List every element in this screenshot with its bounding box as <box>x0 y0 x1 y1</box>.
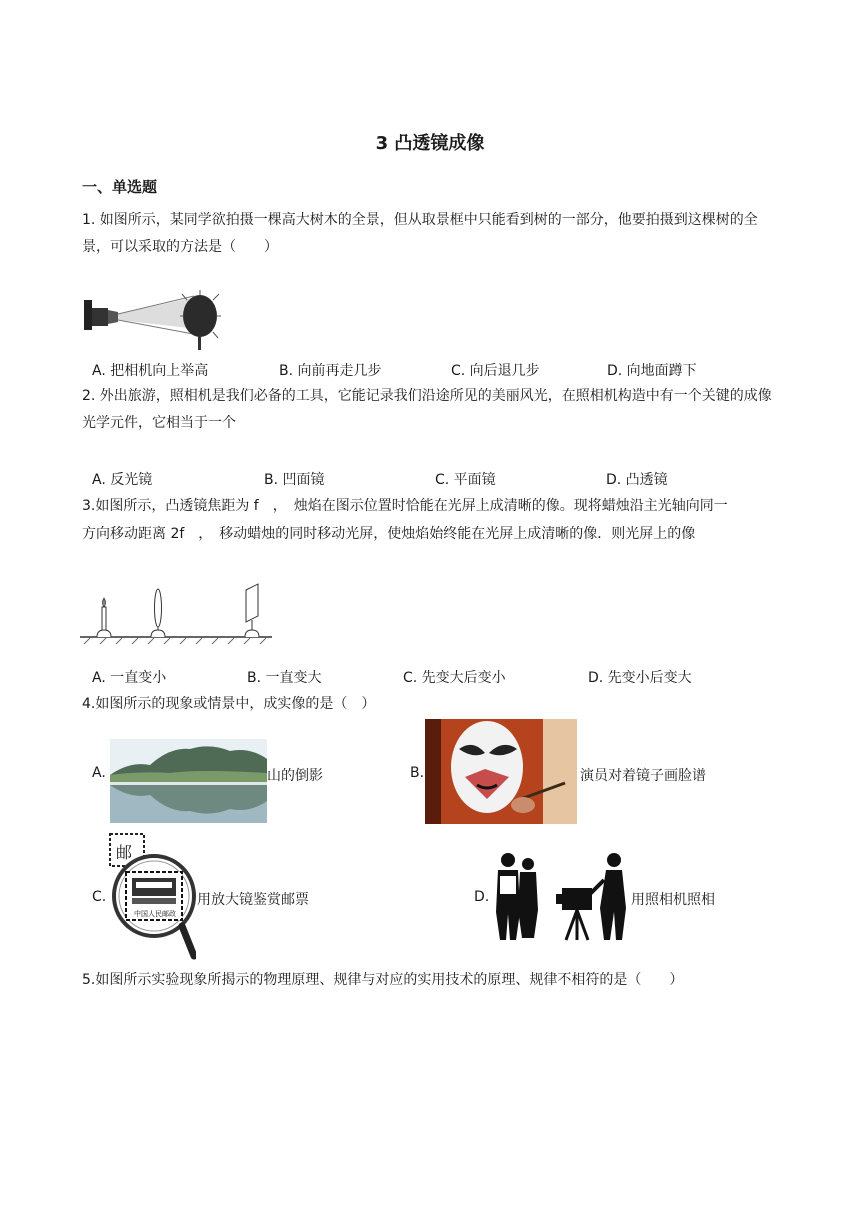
question-4-option-c-letter: C. <box>92 889 107 905</box>
mountain-reflection-image <box>110 739 267 823</box>
svg-text:邮: 邮 <box>116 843 133 862</box>
question-4-option-b-caption: 演员对着镜子画脸谱 <box>580 768 706 784</box>
svg-text:中国人民邮政: 中国人民邮政 <box>134 910 176 918</box>
question-3-option-d: D. 先变小后变大 <box>588 670 692 686</box>
question-3-option-b: B. 一直变大 <box>247 670 322 686</box>
question-5-stem: 5.如图所示实验现象所揭示的物理原理、规律与对应的实用技术的原理、规律不相符的是（ ） <box>82 972 684 988</box>
question-1-option-d: D. 向地面蹲下 <box>607 363 697 379</box>
question-1-option-c: C. 向后退几步 <box>451 363 540 379</box>
section-heading: 一、单选题 <box>82 178 158 196</box>
question-3-stem-line-2: 方向移动距离 2f ， 移动蜡烛的同时移动光屏，使烛焰始终能在光屏上成清晰的像．则光屏上的像 <box>82 526 696 542</box>
question-1-option-a: A. 把相机向上举高 <box>92 363 209 379</box>
page-title: 3 凸透镜成像 <box>375 133 485 154</box>
question-2-option-b: B. 凹面镜 <box>264 472 325 488</box>
question-2-option-a: A. 反光镜 <box>92 472 153 488</box>
camera-tree-figure <box>82 290 222 352</box>
camera-photo-image <box>490 850 632 942</box>
question-3-option-c: C. 先变大后变小 <box>403 670 506 686</box>
magnifier-stamp-image <box>104 832 196 962</box>
question-3-option-a: A. 一直变小 <box>92 670 167 686</box>
question-2-option-d: D. 凸透镜 <box>606 472 668 488</box>
question-1-option-b: B. 向前再走几步 <box>279 363 382 379</box>
question-4-option-a-letter: A. <box>92 765 106 781</box>
question-2-option-c: C. 平面镜 <box>435 472 496 488</box>
question-4-option-d-caption: 用照相机照相 <box>631 892 715 908</box>
candle-lens-screen-figure <box>80 580 275 646</box>
question-4-option-d-letter: D. <box>474 889 490 905</box>
question-1-stem: 1. 如图所示，某同学欲拍摄一棵高大树木的全景，但从取景框中只能看到树的一部分，他要拍摄到这棵树的全景，可以采取的方法是（ ） <box>82 212 758 255</box>
opera-mask-image <box>425 719 577 824</box>
question-2-stem: 2. 外出旅游，照相机是我们必备的工具，它能记录我们沿途所见的美丽风光，在照相机构造中有一个关键的成像光学元件，它相当于一个 <box>82 388 772 431</box>
question-4-option-a-caption: 山的倒影 <box>267 768 323 784</box>
question-3-stem-line-1: 3.如图所示，凸透镜焦距为 f ， 烛焰在图示位置时恰能在光屏上成清晰的像。现将蜡烛沿主光轴向同一 <box>82 498 728 514</box>
question-4-stem: 4.如图所示的现象或情景中，成实像的是（ ） <box>82 696 376 712</box>
question-4-option-c-caption: 用放大镜鉴赏邮票 <box>197 892 309 908</box>
question-4-option-b-letter: B. <box>410 765 425 781</box>
